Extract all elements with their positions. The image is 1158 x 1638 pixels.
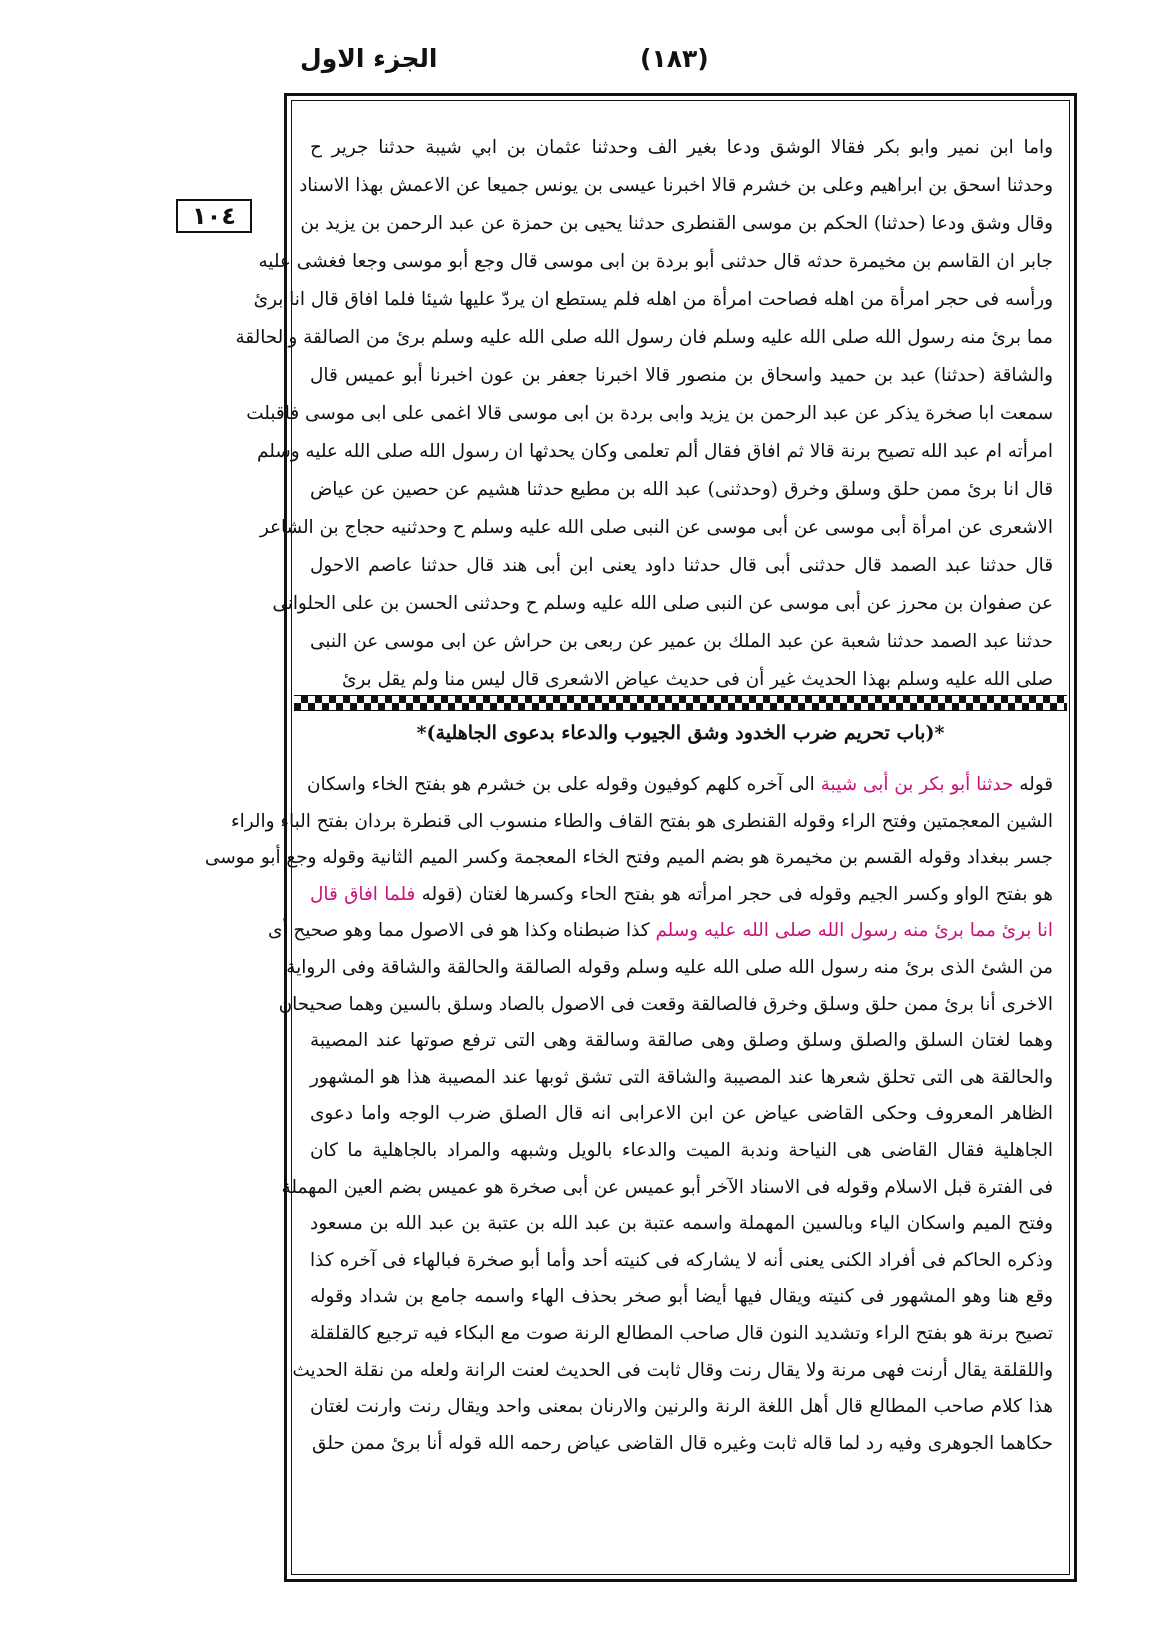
highlighted-quote: فلما افاق قال bbox=[310, 883, 416, 905]
commentary-fragment: قوله bbox=[1019, 774, 1053, 795]
main-text-line: عن صفوان بن محرز عن أبى موسى عن النبى صلى الله عليه وسلم ح وحدثنى الحسن بن على الحلوانى bbox=[272, 593, 1053, 614]
main-text-line: وحدثنا اسحق بن ابراهيم وعلى بن خشرم قالا اخبرنا عيسى بن يونس جميعا عن الاعمش بهذا الاسناد bbox=[299, 175, 1053, 196]
main-text-block bbox=[235, 129, 1053, 699]
commentary-line: الظاهر المعروف وحكى القاضى عياض عن ابن الاعرابى انه قال الصلق ضرب الوجه واما دعوى bbox=[310, 1103, 1053, 1125]
commentary-line: وقع هنا وهو المشهور فى كنيته ويقال فيها أيضا أبو صخر بحذف الهاء واسمه جامع بن شداد وقوله bbox=[310, 1286, 1053, 1308]
commentary-text-block bbox=[204, 767, 1053, 1462]
main-text-line: والشاقة (حدثنا) عبد بن حميد واسحاق بن منصور قالا اخبرنا جعفر بن عون اخبرنا أبو عميس قال bbox=[310, 365, 1053, 386]
page-number: (١٨٣) bbox=[640, 44, 709, 73]
chapter-title: *(باب تحريم ضرب الخدود وشق الجيوب والدعاء بدعوى الجاهلية)* bbox=[416, 722, 945, 744]
main-text-line: جابر ان القاسم بن مخيمرة حدثه قال حدثنى أبو بردة بن ابى موسى قال وجع أبو موسى وجعا فغشى عليه bbox=[258, 251, 1053, 272]
main-text-line: الاشعرى عن امرأة أبى موسى عن أبى موسى عن النبى صلى الله عليه وسلم ح وحدثنيه حجاج بن الشاعر bbox=[259, 517, 1053, 538]
commentary-line: فى الفترة قبل الاسلام وقوله فى الاسناد الآخر أبو عميس عن أبى صخرة هو عميس بضم العين المهملة bbox=[281, 1176, 1053, 1198]
commentary-line: هذا كلام صاحب المطالع قال أهل اللغة الرنة والرنين والارنان بمعنى واحد ويقال رنت وارنت لغتان bbox=[310, 1396, 1053, 1418]
commentary-line bbox=[268, 913, 1053, 950]
commentary-line: الجاهلية فقال القاضى هى النياحة وندبة الميت والدعاء بالويل وشبهه والمراد بالجاهلية ما كان bbox=[310, 1139, 1053, 1161]
commentary-line: وهما لغتان السلق والصلق وسلق وصلق وهى صالقة وسالقة وهى التى ترفع صوتها عند المصيبة bbox=[310, 1030, 1053, 1052]
commentary-fragment: الى آخره كلهم كوفيون وقوله على بن خشرم هو بفتح الخاء واسكان bbox=[307, 774, 815, 795]
commentary-fragment: كذا ضبطناه وكذا هو فى الاصول مما وهو صحيح أى bbox=[268, 920, 650, 942]
commentary-line: حكاهما الجوهرى وفيه رد لما قاله ثابت وغيره قال القاضى عياض رحمه الله قوله أنا برئ ممن حلق bbox=[312, 1432, 1053, 1454]
commentary-line: تصيح برنة هو بفتح الراء وتشديد النون قال صاحب المطالع الرنة صوت مع البكاء فيه ترجيع كالقلقلة bbox=[309, 1322, 1053, 1344]
main-text-line: قال انا برئ ممن حلق وسلق وخرق (وحدثنى) عبد الله بن مطيع حدثنا هشيم عن حصين عن عياض bbox=[310, 479, 1053, 500]
commentary-line: جسر ببغداد وقوله القسم بن مخيمرة هو بضم الميم وفتح الخاء المعجمة وكسر الميم الثانية وقوله وجع أبو موسى bbox=[204, 847, 1053, 869]
main-text-line: مما برئ منه رسول الله صلى الله عليه وسلم فان رسول الله صلى الله عليه وسلم برئ من الصالقة والحالقة bbox=[235, 327, 1053, 348]
commentary-line: وفتح الميم واسكان الياء وبالسين المهملة واسمه عتبة بن عبد الله بن عتبة بن عبد الله بن مسعود bbox=[310, 1213, 1053, 1235]
main-text-line: امرأته ام عبد الله تصيح برنة قالا ثم افاق فقال ألم تعلمى وكان يحدثها ان رسول الله صلى الله عليه وسلم bbox=[256, 441, 1053, 462]
main-text-line: وقال وشق ودعا (حدثنا) الحكم بن موسى القنطرى حدثنا يحيى بن حمزة عن عبد الرحمن بن يزيد بن bbox=[300, 213, 1053, 234]
main-text-line: صلى الله عليه وسلم بهذا الحديث غير أن فى حديث عياض الاشعرى قال ليس منا ولم يقل برئ bbox=[341, 669, 1053, 690]
highlighted-quote: انا برئ مما برئ منه رسول الله صلى الله عليه وسلم bbox=[655, 920, 1053, 942]
commentary-line bbox=[307, 767, 1053, 804]
commentary-line: والحالقة هى التى تحلق شعرها عند المصيبة والشاقة التى تشق ثوبها عند المصيبة هذا هو المشهور bbox=[310, 1066, 1053, 1088]
commentary-fragment: هو بفتح الواو وكسر الجيم وقوله فى حجر امرأته هو بفتح الحاء وكسرها لغتان (قوله bbox=[421, 883, 1053, 905]
commentary-line bbox=[310, 877, 1053, 914]
margin-hadith-number: ١٠٤ bbox=[176, 199, 252, 233]
running-header-volume: الجزء الاول bbox=[300, 44, 438, 73]
main-text-line: قال حدثنا عبد الصمد قال حدثنى أبى قال حدثنا داود يعنى ابن أبى هند قال حدثنا عاصم الاحول bbox=[310, 555, 1053, 576]
highlighted-isnad: حدثنا أبو بكر بن أبى شيبة bbox=[820, 774, 1014, 795]
commentary-line: الاخرى أنا برئ ممن حلق وسلق وخرق فالصالقة وقعت فى الاصول بالصاد وسلق بالسين وهما صحيحان bbox=[278, 993, 1053, 1015]
commentary-line: الشين المعجمتين وفتح الراء وقوله القنطرى هو بفتح القاف والطاء منسوب الى قنطرة بردان بفتح الباء والراء bbox=[230, 810, 1053, 832]
main-text-line: واما ابن نمير وابو بكر فقالا الوشق ودعا بغير الف وحدثنا عثمان بن ابي شيبة حدثنا جرير ح bbox=[310, 137, 1053, 158]
main-text-line: حدثنا عبد الصمد حدثنا شعبة عن عبد الملك بن عمير عن ربعى بن حراش عن ابى موسى عن النبى bbox=[310, 631, 1053, 652]
checkered-divider bbox=[294, 695, 1067, 711]
commentary-line: من الشئ الذى برئ منه رسول الله صلى الله عليه وسلم وقوله الصالقة والحالقة والشاقة وفى الرواية bbox=[286, 956, 1053, 978]
main-text-line: ورأسه فى حجر امرأة من اهله فصاحت امرأة من اهله فلم يستطع ان يردّ عليها شيئا فلما افاق قال انا برئ bbox=[253, 289, 1053, 310]
commentary-line: وذكره الحاكم فى أفراد الكنى يعنى أنه لا يشاركه فى كنيته أحد وأما أبو صخرة فبالهاء فى آخره كذا bbox=[310, 1249, 1053, 1271]
commentary-line: واللقلقة يقال أرنت فهى مرنة ولا يقال رنت وقال ثابت فى الحديث لعنت الرانة ولعله من نقلة الحديث bbox=[292, 1359, 1053, 1381]
main-text-line: سمعت ابا صخرة يذكر عن عبد الرحمن بن يزيد وابى بردة بن ابى موسى قالا اغمى على ابى موسى فاقبلت bbox=[246, 403, 1053, 424]
